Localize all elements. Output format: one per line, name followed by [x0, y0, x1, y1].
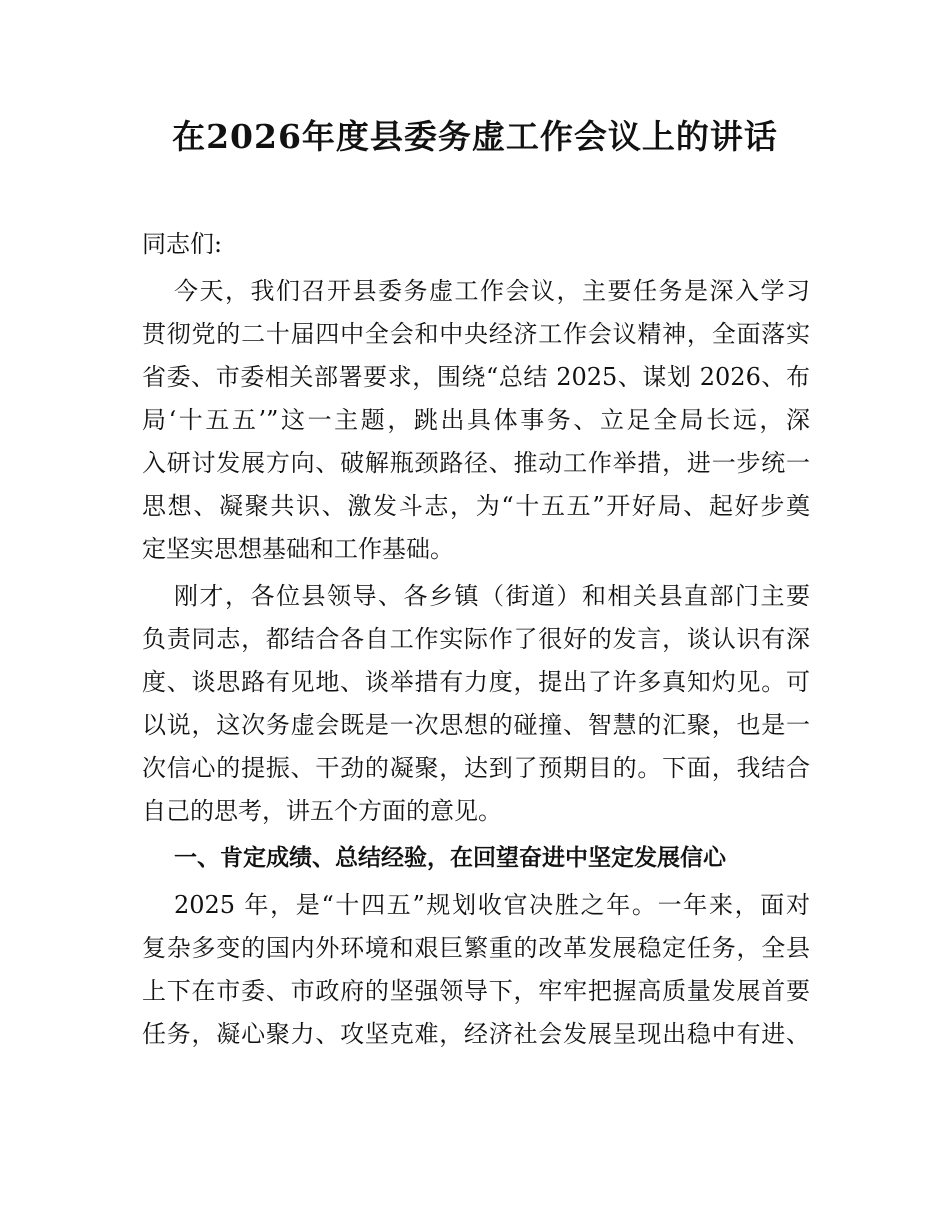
paragraph-line: 刚才，各位县领导、各乡镇（街道）和相关县直部门主要	[174, 582, 810, 610]
paragraph-line: 上下在市委、市政府的坚强领导下，牢牢把握高质量发展首要	[142, 977, 810, 1005]
paragraph-line: 度、谈思路有见地、谈举措有力度，提出了许多真知灼见。可	[142, 668, 810, 696]
paragraph-line: 任务，凝心聚力、攻坚克难，经济社会发展呈现出稳中有进、	[142, 1020, 810, 1048]
document-body	[142, 223, 810, 1056]
paragraph-line: 贯彻党的二十届四中全会和中央经济工作会议精神，全面落实	[142, 320, 810, 348]
document-title: 在2026年度县委务虚工作会议上的讲话	[172, 117, 778, 156]
paragraph-line: 局‘十五五’”这一主题，跳出具体事务、立足全局长远，深	[142, 406, 810, 434]
paragraph-opening	[142, 270, 810, 571]
paragraph-line: 省委、市委相关部署要求，围绕“总结 2025、谋划 2026、布	[142, 363, 810, 391]
paragraph-line: 自己的思考，讲五个方面的意见。	[142, 797, 502, 825]
paragraph-remarks	[142, 575, 810, 833]
paragraph-line: 2025 年，是“十四五”规划收官决胜之年。一年来，面对	[174, 891, 810, 919]
paragraph-line: 今天，我们召开县委务虚工作会议，主要任务是深入学习	[174, 277, 810, 305]
paragraph-line: 定坚实思想基础和工作基础。	[142, 535, 454, 563]
paragraph-line: 次信心的提振、干劲的凝聚，达到了预期目的。下面，我结合	[142, 754, 810, 782]
section-heading: 一、肯定成绩、总结经验，在回望奋进中坚定发展信心	[174, 845, 726, 871]
paragraph-line: 以说，这次务虚会既是一次思想的碰撞、智慧的汇聚，也是一	[142, 711, 810, 739]
paragraph-achievements	[142, 884, 810, 1056]
salutation: 同志们:	[142, 230, 223, 258]
paragraph-line: 入研讨发展方向、破解瓶颈路径、推动工作举措，进一步统一	[142, 449, 810, 477]
paragraph-line: 复杂多变的国内外环境和艰巨繁重的改革发展稳定任务，全县	[142, 934, 810, 962]
paragraph-line: 负责同志，都结合各自工作实际作了很好的发言，谈认识有深	[142, 625, 810, 653]
paragraph-line: 思想、凝聚共识、激发斗志，为“十五五”开好局、起好步奠	[142, 492, 810, 520]
